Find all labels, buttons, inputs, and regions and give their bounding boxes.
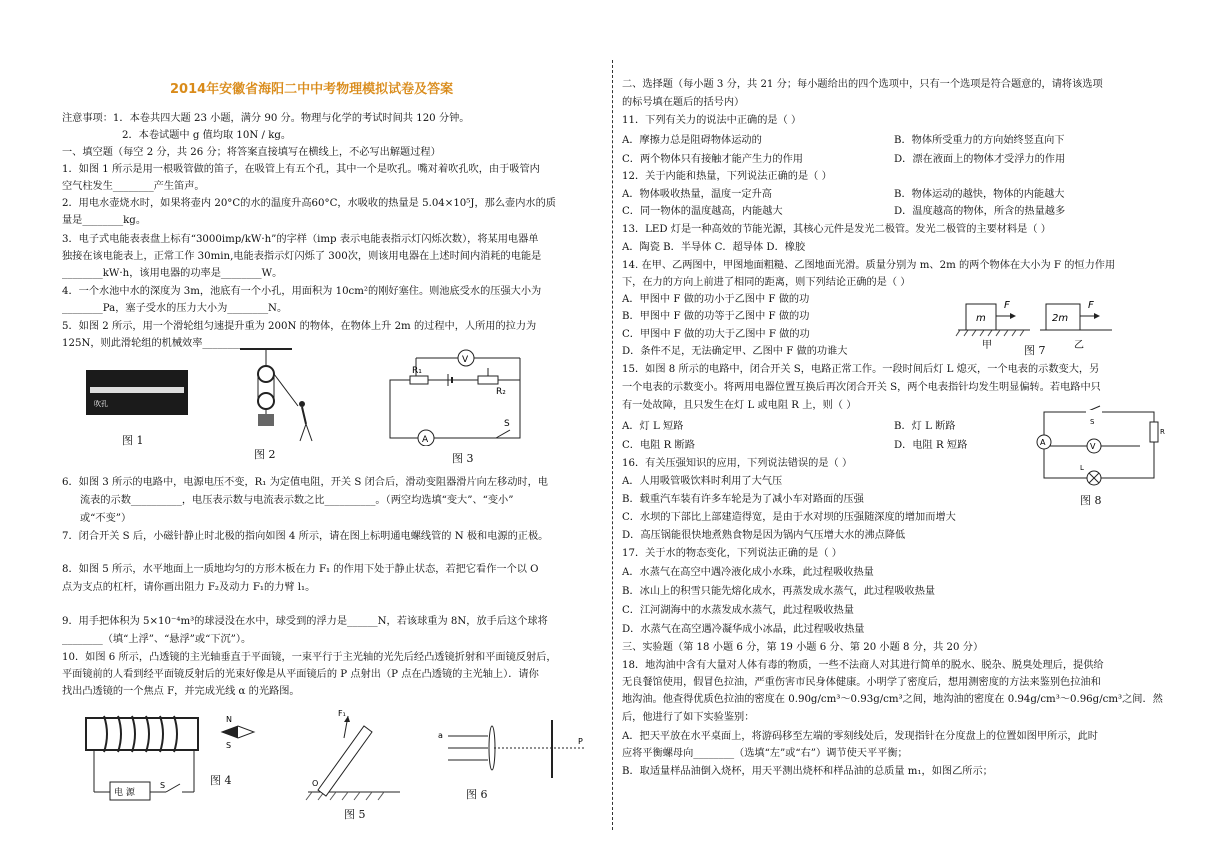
q14-line-1: 14. 在甲、乙两图中，甲图地面粗糙、乙图地面光滑。质量分别为 m、2m 的两个物体在大小为 F 的恒力作用 xyxy=(622,260,1116,271)
q12-option-a: A．物体吸收热量，温度一定升高 xyxy=(622,189,772,200)
q10-line-2: 平面镜前的人看到经平面镜反射后的光束好像是从平面镜后的 P 点射出（P 点在凸透镜的主光轴上）．请你 xyxy=(62,669,539,680)
q17-option-c: C．江河湖海中的水蒸发成水蒸气，此过程吸收热量 xyxy=(622,605,854,616)
figure-5 xyxy=(304,706,404,802)
q15-line-1: 15．如图 8 所示的电路中，闭合开关 S，电路正常工作。一段时间后灯 L 熄灭，一个电表的示数变大，另 xyxy=(622,364,1100,375)
q12-option-b: B．物体运动的越快，物体的内能越大 xyxy=(894,189,1065,200)
q12-option-c: C．同一物体的温度越高，内能越大 xyxy=(622,206,783,217)
figure-2 xyxy=(236,346,336,446)
q3-line-1: 3．电子式电能表表盘上标有“3000imp/kW·h”的字样（imp 表示电能表指示灯闪烁次数），将某用电器单 xyxy=(62,234,539,245)
q16-stem: 16．有关压强知识的应用，下列说法错误的是（ ） xyxy=(622,458,853,469)
q11-option-a: A．摩擦力总是阻碍物体运动的 xyxy=(622,135,762,146)
q18-line-4: 后，他进行了如下实验鉴别： xyxy=(622,712,755,723)
q11-stem: 11．下列有关力的说法中正确的是（ ） xyxy=(622,115,802,126)
fig8-switch-label: S xyxy=(1090,418,1095,426)
fig7-caption: 图 7 xyxy=(1024,344,1046,357)
q6-line-2: 流表的示数__________，电压表示数与电流表示数之比__________。（两空均选填“变大”、“变小” xyxy=(80,495,514,506)
q13-stem: 13．LED 灯是一种高效的节能光源，其核心元件是发光二极管。发光二极管的主要材料是（ ） xyxy=(622,224,1051,235)
fig7-mass-2m: 2m xyxy=(1052,313,1069,324)
fig3-caption: 图 3 xyxy=(452,452,474,465)
q14-option-c: C．甲图中 F 做的功大于乙图中 F 做的功 xyxy=(622,329,810,340)
figure-6 xyxy=(434,716,594,780)
fig8-ammeter-label: A xyxy=(1040,438,1046,447)
fig6-p-label: P xyxy=(578,737,583,746)
fig4-needle-n: N xyxy=(226,715,232,724)
q5-line-1: 5．如图 2 所示，用一个滑轮组匀速提升重为 200N 的物体，在物体上升 2m 的过程中，人所用的拉力为 xyxy=(62,321,537,332)
fig3-ammeter-label: A xyxy=(422,435,429,445)
q15-line-3: 有一处故障，且只发生在灯 L 或电阻 R 上，则（ ） xyxy=(622,400,857,411)
q4-line-2: ________Pa，塞子受水的压力大小为________N。 xyxy=(62,303,288,314)
q1-line-1: 1．如图 1 所示是用一根吸管做的笛子，在吸管上有五个孔，其中一个是吹孔。嘴对着吹孔吹，由于吸管内 xyxy=(62,164,540,175)
q6-line-3: 或“不变”） xyxy=(80,513,132,524)
notes-line-2: 2．本卷试题中 g 值均取 10N / kg。 xyxy=(122,130,292,141)
q2-line-1: 2．用电水壶烧水时，如果将壶内 20°C的水的温度升高60°C，水吸收的热量是 5.04×10⁵J，那么壶内水的质 xyxy=(62,198,556,209)
q15-line-2: 一个电表的示数变小。将两用电器位置互换后再次闭合开关 S，两个电表指针均发生明显偏转。若电路中只 xyxy=(622,382,1101,393)
q11-option-b: B．物体所受重力的方向始终竖直向下 xyxy=(894,135,1065,146)
fig8-l-label: L xyxy=(1080,464,1084,472)
q12-stem: 12．关于内能和热量，下列说法正确的是（ ） xyxy=(622,171,832,182)
q18-step-a-2: 应将平衡螺母向________（选填“左”或“右”）调节使天平平衡； xyxy=(622,748,908,759)
fig8-r-label: R xyxy=(1160,428,1165,436)
q17-option-b: B．冰山上的积雪只能先熔化成水，再蒸发成水蒸气，此过程吸收热量 xyxy=(622,586,936,597)
section1-heading: 一、填空题（每空 2 分，共 26 分；将答案直接填写在横线上，不必写出解题过程） xyxy=(62,147,441,158)
q5-line-2: 125N，则此滑轮组的机械效率________ xyxy=(62,338,244,349)
fig4-switch-label: S xyxy=(160,781,166,790)
q14-line-2: 下，在力的方向上前进了相同的距离，则下列结论正确的是（ ） xyxy=(622,277,911,288)
q8-line-2: 点为支点的杠杆，请你画出阻力 F₂及动力 F₁的力臂 l₁。 xyxy=(62,582,316,593)
q17-option-a: A．水蒸气在高空中遇冷液化成小水珠，此过程吸收热量 xyxy=(622,567,874,578)
notes-line-1: 注意事项：1．本卷共四大题 23 小题，满分 90 分。物理与化学的考试时间共 120 分钟。 xyxy=(62,113,470,124)
q16-option-d: D．高压锅能很快地煮熟食物是因为锅内气压增大水的沸点降低 xyxy=(622,530,906,541)
q16-option-c: C．水坝的下部比上部建造得宽，是由于水对坝的压强随深度的增加而增大 xyxy=(622,512,956,523)
section3-heading: 三、实验题（第 18 小题 6 分，第 19 小题 6 分、第 20 小题 8 分，共 20 分） xyxy=(622,642,984,653)
q15-option-d: D．电阻 R 短路 xyxy=(894,440,968,451)
q13-options: A．陶瓷 B．半导体 C．超导体 D．橡胶 xyxy=(622,242,806,253)
q11-option-d: D．漂在液面上的物体才受浮力的作用 xyxy=(894,154,1066,165)
q4-line-1: 4．一个水池中水的深度为 3m，池底有一个小孔，用面积为 10cm²的刚好塞住。则池底受水的压强大小为 xyxy=(62,286,542,297)
q18-line-2: 无良餐馆使用，假冒色拉油，严重伤害市民身体健康。小明学了密度后，想用测密度的方法来鉴别色拉油和 xyxy=(622,677,1101,688)
fig6-caption: 图 6 xyxy=(466,788,488,801)
q10-line-1: 10．如图 6 所示，凸透镜的主光轴垂直于平面镜，一束平行于主光轴的光先后经凸透镜折射和平面镜反射后， xyxy=(62,652,557,663)
fig4-power-label: 电 源 xyxy=(114,788,135,798)
q16-option-b: B．载重汽车装有许多车轮是为了减小车对路面的压强 xyxy=(622,494,864,505)
figure-3 xyxy=(386,346,526,446)
fig3-switch-label: S xyxy=(504,419,510,429)
fig7-force-f-2: F xyxy=(1088,300,1094,311)
fig4-caption: 图 4 xyxy=(210,774,232,787)
q11-option-c: C．两个物体只有接触才能产生力的作用 xyxy=(622,154,803,165)
q14-option-a: A．甲图中 F 做的功小于乙图中 F 做的功 xyxy=(622,294,810,305)
q16-option-a: A．人用吸管吸饮料时利用了大气压 xyxy=(622,476,783,487)
q2-line-2: 量是________kg。 xyxy=(62,215,147,226)
figure-1 xyxy=(86,370,188,420)
fig6-ray-label: a xyxy=(438,731,443,740)
q15-option-b: B．灯 L 断路 xyxy=(894,421,956,432)
figure-8 xyxy=(1030,404,1166,486)
q17-stem: 17．关于水的物态变化，下列说法正确的是（ ） xyxy=(622,548,842,559)
q18-line-1: 18．地沟油中含有大量对人体有毒的物质，一些不法商人对其进行简单的脱水、脱杂、脱臭处理后，提供给 xyxy=(622,660,1104,671)
q9-line-2: ________（填“上浮”、“悬浮”或“下沉”）。 xyxy=(62,634,252,645)
q18-line-3: 地沟油。他查得优质色拉油的密度在 0.90g/cm³～0.93g/cm³之间，地沟油的密度在 0.94g/cm³～0.96g/cm³之间．然 xyxy=(622,694,1163,705)
column-divider xyxy=(612,60,613,830)
fig1-hole-label: 吹孔 xyxy=(94,400,108,408)
q9-line-1: 9．用手把体积为 5×10⁻⁴m³的球浸没在水中，球受到的浮力是______N，若该球重为 8N，放手后这个球将 xyxy=(62,616,548,627)
fig7-yi-label: 乙 xyxy=(1074,340,1084,351)
section2-heading-1: 二、选择题（每小题 3 分，共 21 分；每小题给出的四个选项中，只有一个选项是符合题意的，请将该选项 xyxy=(622,79,1103,90)
fig3-r1-label: R₁ xyxy=(412,366,422,376)
q15-option-c: C．电阻 R 断路 xyxy=(622,440,695,451)
q14-option-d: D．条件不足，无法确定甲、乙图中 F 做的功谁大 xyxy=(622,346,848,357)
q12-option-d: D．温度越高的物体，所含的热量越多 xyxy=(894,206,1066,217)
fig2-caption: 图 2 xyxy=(254,448,276,461)
fig1-caption: 图 1 xyxy=(122,434,144,447)
fig4-needle-s: S xyxy=(226,741,232,750)
fig7-force-f-1: F xyxy=(1004,300,1010,311)
page-title: 2014年安徽省海阳二中中考物理模拟试卷及答案 xyxy=(170,82,454,97)
fig5-o-label: O xyxy=(312,779,319,788)
q10-line-3: 找出凸透镜的一个焦点 F，并完成光线 α 的光路图。 xyxy=(62,686,300,697)
q6-line-1: 6．如图 3 所示的电路中，电源电压不变，R₁ 为定值电阻，开关 S 闭合后，滑动变阻器滑片向左移动时，电 xyxy=(62,477,548,488)
q14-option-b: B．甲图中 F 做的功等于乙图中 F 做的功 xyxy=(622,311,810,322)
q7-line-1: 7．闭合开关 S 后，小磁针静止时北极的指向如图 4 所示，请在图上标明通电螺线管的 N 极和电源的正极。 xyxy=(62,531,549,542)
section2-heading-2: 的标号填在题后的括号内） xyxy=(622,97,745,108)
q18-step-b: B．取适量样品油倒入烧杯，用天平测出烧杯和样品油的总质量 m₁，如图乙所示； xyxy=(622,766,993,777)
q18-step-a-1: A．把天平放在水平桌面上，将游码移至左端的零刻线处后，发现指针在分度盘上的位置如图甲所示，此时 xyxy=(622,731,1098,742)
fig3-r2-label: R₂ xyxy=(496,387,506,397)
fig3-voltmeter-label: V xyxy=(462,355,469,365)
fig5-caption: 图 5 xyxy=(344,808,366,821)
q17-option-d: D．水蒸气在高空遇冷凝华成小冰晶，此过程吸收热量 xyxy=(622,624,865,635)
q15-option-a: A．灯 L 短路 xyxy=(622,421,684,432)
q1-line-2: 空气柱发生________产生笛声。 xyxy=(62,181,205,192)
fig7-mass-m: m xyxy=(976,313,986,324)
fig8-caption: 图 8 xyxy=(1080,494,1102,507)
q3-line-3: ________kW·h，该用电器的功率是________W。 xyxy=(62,268,283,279)
fig5-f1-label: F₁ xyxy=(338,709,346,718)
fig8-voltmeter-label: V xyxy=(1090,442,1096,451)
q8-line-1: 8．如图 5 所示，水平地面上一质地均匀的方形木板在力 F₁ 的作用下处于静止状态，若把它看作一个以 O xyxy=(62,564,539,575)
q3-line-2: 独接在该电能表上，正常工作 30min,电能表指示灯闪烁了 300次，则该用电器在上述时间内消耗的电能是 xyxy=(62,251,542,262)
fig7-jia-label: 甲 xyxy=(982,340,992,351)
figure-4 xyxy=(82,712,272,804)
